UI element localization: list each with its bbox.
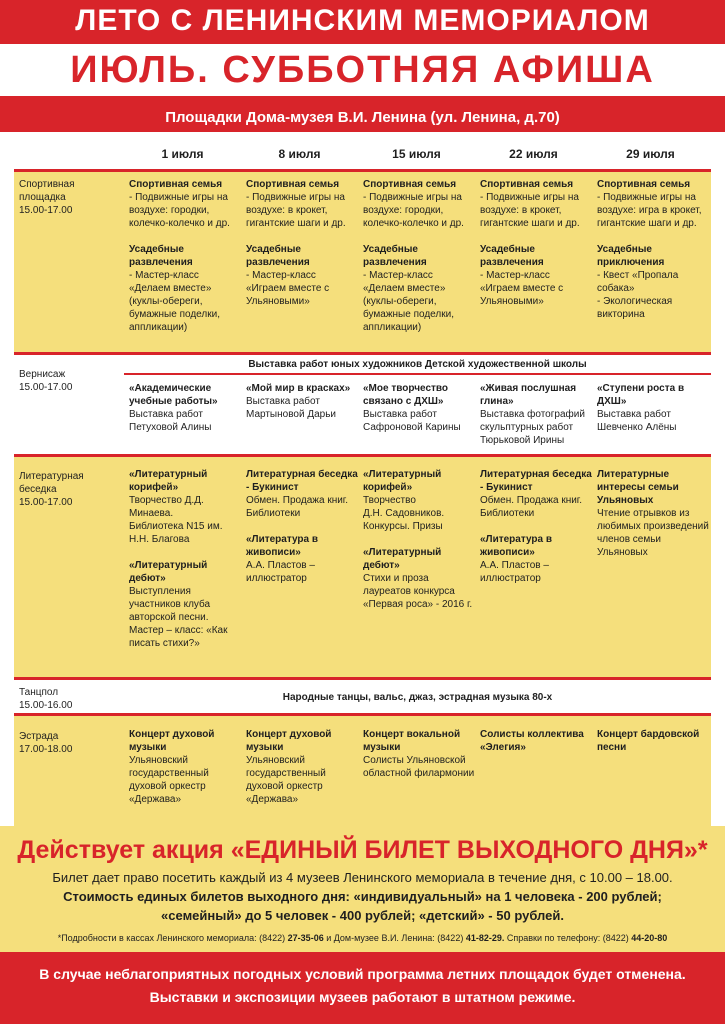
month-band [0,44,725,96]
phone-number: 41-82-29. [465,933,505,943]
event-description: писать стихи?» [129,638,200,649]
phone-number: 27-35-06 [287,933,324,943]
event-description: - Экологическая [597,296,673,307]
warning-line-1: В случае неблагоприятных погодных условий программа летних площадок будет отменена. [39,966,686,982]
event-description: бумажные поделки, [363,309,454,320]
event-title: Концерт духовой [246,729,332,740]
event-description: - Мастер-класс [246,270,316,281]
event-description: Тюрьковой Ирины [480,435,565,446]
event-title: Усадебные [480,244,535,255]
event-title: музыки [129,742,167,753]
weather-warning-banner [0,952,725,1024]
warning-line-2: Выставки и экспозиции музеев работают в штатном режиме. [149,989,576,1005]
event-title: «Ступени роста в [597,383,685,394]
event-description: - Квест «Пропала [597,270,679,281]
event-title: Спортивная семья [363,179,457,190]
cell-spacer [129,546,243,559]
cell-spacer [246,520,360,533]
event-description: Выставка работ [129,409,203,420]
event-description: Мартыновой Дарьи [246,409,337,420]
event-title: «Мой мир в красках» [246,383,351,394]
event-title: Усадебные [246,244,301,255]
event-title: Спортивная семья [480,179,574,190]
event-title: музыки [246,742,284,753]
dance-note: Народные танцы, вальс, джаз, эстрадная музыка 80-х [282,692,553,703]
event-title: Ульяновых [597,495,654,506]
event-description: викторина [597,309,645,320]
schedule-cell-vernissage-3 [363,382,477,434]
event-description: собака» [597,283,635,294]
schedule-cell-sport-3 [363,178,477,334]
cell-spacer [480,230,594,243]
event-description: - Подвижные игры на [129,192,228,203]
event-description: Минаева. [129,508,174,519]
event-title: живописи» [246,547,301,558]
column-header-2: 8 июля [278,147,321,161]
event-description: воздухе: игра в крокет, [597,205,702,216]
event-description: «Делаем вместе» [129,283,212,294]
event-description: Ульяновыми» [480,296,544,307]
event-title: Концерт бардовской [597,729,700,740]
event-description: Обмен. Продажа книг. [246,495,349,506]
event-description: государственный [129,768,209,779]
event-description: - Мастер-класс [129,270,199,281]
event-description: - Подвижные игры на [597,192,696,203]
event-title: приключения [597,257,665,268]
event-title: «Живая послушная [480,383,577,394]
schedule-cell-literary-1 [129,468,243,650]
event-description: «Держава» [246,794,299,805]
event-description: Библиотеки [246,508,301,519]
event-description: колечко-колечко и др. [129,218,230,229]
event-description: Ульяновский [129,755,188,766]
event-title: Солисты коллектива [480,729,584,740]
event-description: любимых произведений [597,521,709,532]
row-label-sport: Спортивная площадка 15.00-17.00 [19,179,75,216]
event-description: колечко-колечко и др. [363,218,464,229]
event-description: воздухе: городки, [129,205,210,216]
event-description: «Первая роса» - 2016 г. [363,599,473,610]
cell-spacer [480,520,594,533]
event-title: Литературная беседка [480,469,592,480]
event-title: Спортивная семья [597,179,691,190]
event-description: «Держава» [129,794,182,805]
event-description: аппликации) [129,322,188,333]
event-title: «Литературный [129,560,208,571]
event-description: Творчество Д.Д. [129,495,204,506]
event-description: гигантские шаги и др. [246,218,346,229]
event-description: воздухе: в крокет, [246,205,328,216]
event-title: учебные работы» [129,396,218,407]
event-description: А.А. Пластов – [480,560,549,571]
event-title: корифей» [129,482,179,493]
event-description: Библиотеки [480,508,535,519]
event-description: (куклы-обереги, [363,296,437,307]
event-description: духовой оркестр [129,781,206,792]
column-header-4: 22 июля [509,147,558,161]
event-description: Библиотека N15 им. [129,521,223,532]
event-title: Усадебные [129,244,184,255]
event-title: Спортивная семья [246,179,340,190]
event-description: «Играем вместе с [246,283,330,294]
promo-prices-1: Стоимость единых билетов выходного дня: «индивидуальный» на 1 человека - 200 рублей; [63,889,662,904]
event-description: (куклы-обереги, [129,296,203,307]
schedule-cell-vernissage-1 [129,382,243,434]
vernissage-note: Выставка работ юных художников Детской художественной школы [248,359,587,370]
event-title: «Мое творчество [363,383,449,394]
schedule-cell-literary-2 [246,468,360,585]
event-title: развлечения [363,257,427,268]
event-description: скульптурных работ [480,422,574,433]
divider-line [14,352,711,355]
event-title: «Академические [129,383,212,394]
event-description: воздухе: в крокет, [480,205,562,216]
event-description: Обмен. Продажа книг. [480,495,583,506]
event-description: духовой оркестр [246,781,323,792]
event-title: «Литературный [363,469,442,480]
schedule-cell-sport-1 [129,178,243,334]
cell-spacer [363,533,477,546]
schedule-cell-stage-5 [597,728,711,754]
event-description: Творчество [363,495,416,506]
event-title: Литературные [597,469,670,480]
schedule-cell-vernissage-2 [246,382,360,421]
column-header-1: 1 июля [161,147,204,161]
schedule-cell-literary-4 [480,468,594,585]
event-title: «Элегия» [480,742,526,753]
event-description: Выставка работ [597,409,671,420]
event-description: - Мастер-класс [363,270,433,281]
cell-spacer [363,230,477,243]
cell-spacer [597,230,711,243]
event-description: Ульяновский [246,755,305,766]
event-description: «Играем вместе с [480,283,564,294]
event-description: аппликации) [363,322,422,333]
event-title: «Литература в [480,534,553,545]
event-description: Мастер – класс: «Как [129,625,228,636]
schedule-cell-stage-1 [129,728,243,806]
event-description: Петуховой Алины [129,422,212,433]
event-description: областной филармонии [363,768,475,779]
event-description: Д.Н. Садовников. [363,508,445,519]
divider-line [14,677,711,680]
event-description: иллюстратор [480,573,541,584]
event-description: - Подвижные игры на [246,192,345,203]
event-description: Ульяновых [597,547,648,558]
promo-title: Действует акция «ЕДИНЫЙ БИЛЕТ ВЫХОДНОГО ДНЯ»* [17,836,708,864]
promo-description: Билет дает право посетить каждый из 4 музеев Ленинского мемориала в течение дня, с 10.00 – 18.00. [52,870,673,885]
cell-spacer [246,230,360,243]
event-description: Выставка работ [363,409,437,420]
top-banner [0,0,725,103]
event-title: «Литературный [363,547,442,558]
promo-footnote: *Подробности в кассах Ленинского мемориала: (8422) 27-35-06 и Дом-музее В.И. Ленина: (8422) 41-82-29. Справки по телефону: (8422) 44-20-80 [57,933,668,943]
event-title: дебют» [363,560,400,571]
event-description: - Подвижные игры на [363,192,462,203]
schedule-cell-sport-5 [597,178,711,321]
event-description: Выставка фотографий [480,409,585,420]
phone-number: 44-20-80 [631,933,668,943]
season-title: ЛЕТО С ЛЕНИНСКИМ МЕМОРИАЛОМ [75,4,650,37]
event-description: бумажные поделки, [129,309,220,320]
event-description: Выставка работ [246,396,320,407]
row-label-vernissage: Вернисаж 15.00-17.00 [19,369,73,393]
event-title: Концерт вокальной [363,729,461,740]
event-description: государственный [246,768,326,779]
event-title: интересы семьи [597,482,679,493]
column-header-5: 29 июля [626,147,675,161]
promo-prices-2: «семейный» до 5 человек - 400 рублей; «детский» - 50 рублей. [161,908,564,923]
event-title: песни [597,742,627,753]
cell-spacer [129,230,243,243]
event-title: развлечения [129,257,193,268]
event-title: дебют» [129,573,166,584]
schedule-cell-sport-2 [246,178,360,308]
schedule-cell-stage-4 [480,728,594,754]
event-description: Солисты Ульяновской [363,755,466,766]
event-title: Литературная беседка [246,469,358,480]
event-title: живописи» [480,547,535,558]
event-title: Усадебные [363,244,418,255]
event-description: Чтение отрывков из [597,508,690,519]
event-description: Сафроновой Карины [363,422,461,433]
event-title: корифей» [363,482,413,493]
event-description: - Подвижные игры на [480,192,579,203]
schedule-cell-literary-5 [597,468,711,559]
event-description: гигантские шаги и др. [480,218,580,229]
event-description: иллюстратор [246,573,307,584]
event-title: Спортивная семья [129,179,223,190]
event-title: - Букинист [480,482,533,493]
event-description: членов семьи [597,534,662,545]
event-title: Концерт духовой [129,729,215,740]
schedule-cell-stage-3 [363,728,477,780]
event-title: «Литературный [129,469,208,480]
row-label-dance: Танцпол 15.00-16.00 [19,687,73,711]
venue-title: Площадки Дома-музея В.И. Ленина (ул. Ленина, д.70) [165,109,560,126]
event-title: развлечения [246,257,310,268]
event-title: ДХШ» [597,396,627,407]
schedule-cell-literary-3 [363,468,477,611]
row-label-stage: Эстрада 17.00-18.00 [19,731,73,755]
event-description: гигантские шаги и др. [597,218,697,229]
event-description: Ульяновыми» [246,296,310,307]
venue-banner [0,103,725,132]
event-description: Конкурсы. Призы [363,521,443,532]
event-description: авторской песни. [129,612,209,623]
row-label-literary: Литературная беседка 15.00-17.00 [19,471,84,508]
event-description: Шевченко Алёны [597,422,677,433]
event-description: лауреатов конкурса [363,586,455,597]
event-description: Стихи и проза [363,573,429,584]
event-description: А.А. Пластов – [246,560,315,571]
column-header-3: 15 июля [392,147,441,161]
schedule-cell-vernissage-5 [597,382,711,434]
event-title: развлечения [480,257,544,268]
event-description: - Мастер-класс [480,270,550,281]
event-title: музыки [363,742,401,753]
schedule-cell-vernissage-4 [480,382,594,447]
event-description: участников клуба [129,599,211,610]
page-title: ИЮЛЬ. СУББОТНЯЯ АФИША [70,49,655,91]
event-description: «Делаем вместе» [363,283,446,294]
vernissage-subline [124,373,711,375]
event-title: глина» [480,396,514,407]
event-description: воздухе: городки, [363,205,444,216]
schedule-cell-stage-2 [246,728,360,806]
event-description: Н.Н. Благова [129,534,190,545]
event-description: Выступления [129,586,191,597]
event-title: связано с ДХШ» [363,396,444,407]
event-title: «Литература в [246,534,319,545]
event-title: - Букинист [246,482,299,493]
event-title: Усадебные [597,244,652,255]
schedule-cell-sport-4 [480,178,594,308]
promo-panel [0,826,725,952]
